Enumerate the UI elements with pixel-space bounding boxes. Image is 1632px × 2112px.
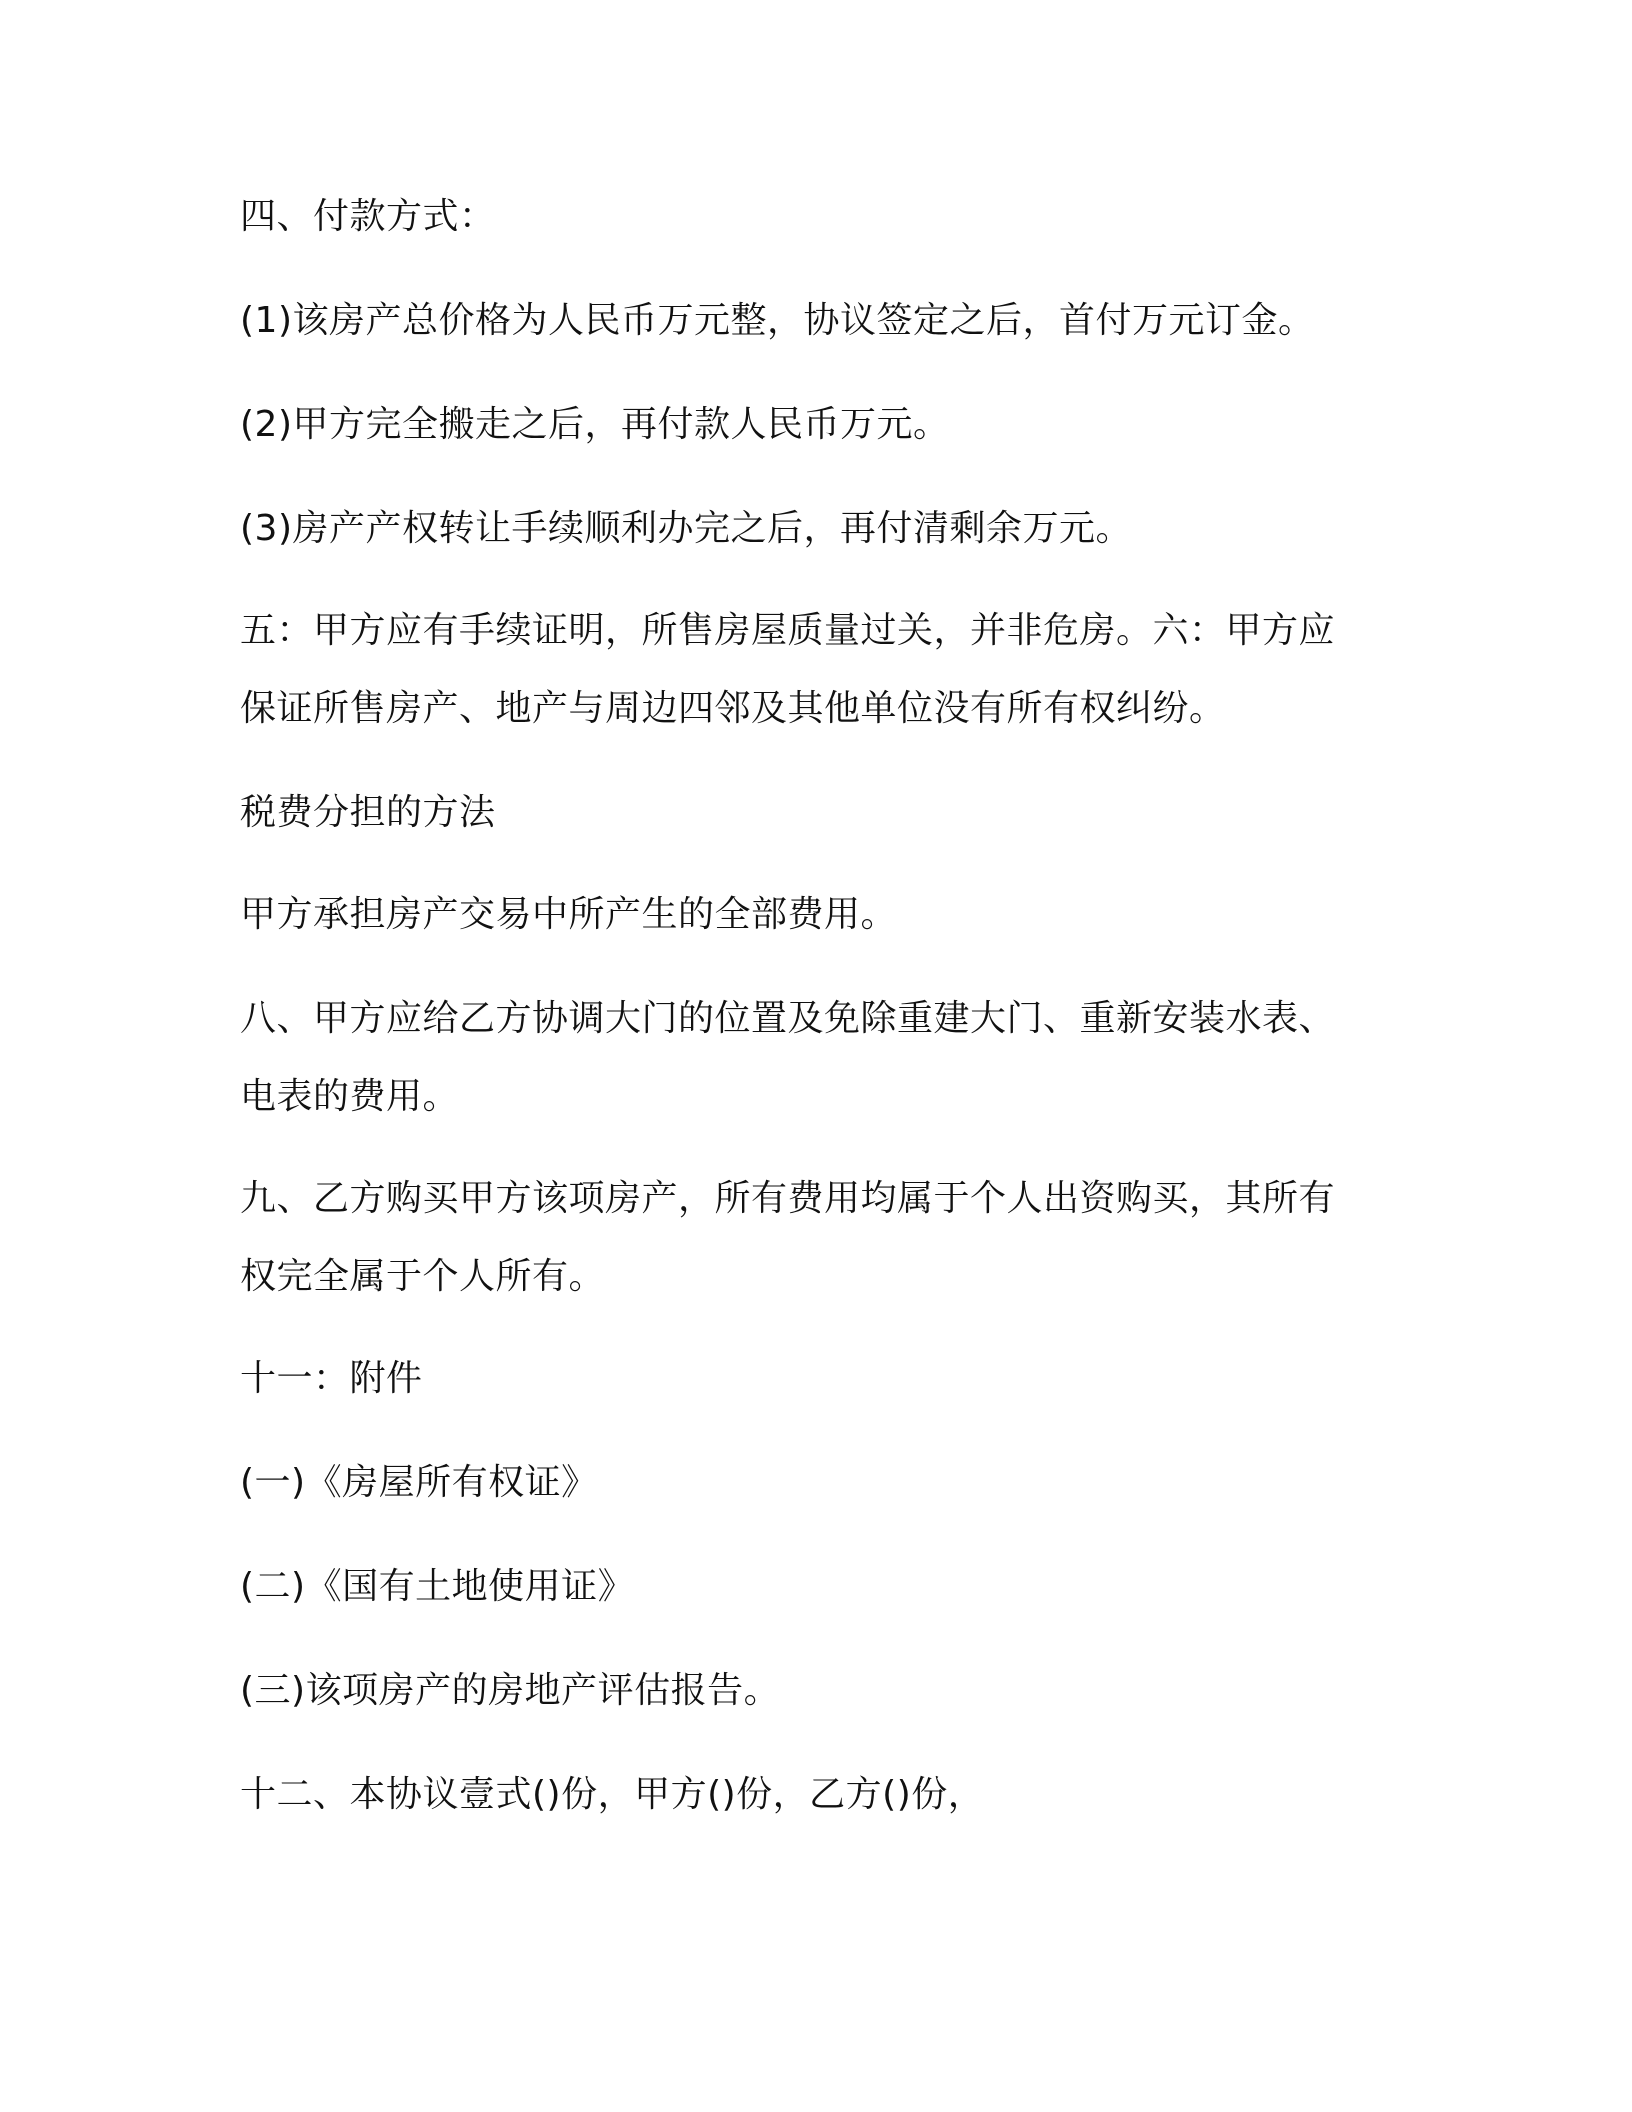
attachment-2: (二)《国有土地使用证》	[240, 1566, 635, 1607]
section-12-paragraph: 十二、本协议壹式()份，甲方()份，乙方()份，	[240, 1774, 985, 1815]
section-4-heading: 四、付款方式：	[240, 196, 496, 237]
section-8-paragraph: 八、甲方应给乙方协调大门的位置及免除重建大门、重新安装水表、 电表的费用。	[240, 998, 1336, 1117]
section-9-paragraph: 九、乙方购买甲方该项房产，所有费用均属于个人出资购买，其所有 权完全属于个人所有。	[240, 1178, 1336, 1297]
tax-paragraph: 甲方承担房产交易中所产生的全部费用。	[240, 894, 898, 935]
section-5-6-paragraph: 五：甲方应有手续证明，所售房屋质量过关，并非危房。六：甲方应 保证所售房产、地产与周边四邻及其他单位没有所有权纠纷。	[240, 610, 1336, 729]
payment-clause-2: (2)甲方完全搬走之后，再付款人民币万元。	[240, 404, 950, 445]
payment-clause-3: (3)房产产权转让手续顺利办完之后，再付清剩余万元。	[240, 508, 1132, 549]
attachment-3: (三)该项房产的房地产评估报告。	[240, 1670, 781, 1711]
section-11-heading: 十一：附件	[240, 1358, 423, 1399]
payment-clause-1: (1)该房产总价格为人民币万元整，协议签定之后，首付万元订金。	[240, 300, 1315, 341]
tax-heading: 税费分担的方法	[240, 792, 496, 833]
attachment-1: (一)《房屋所有权证》	[240, 1462, 598, 1503]
